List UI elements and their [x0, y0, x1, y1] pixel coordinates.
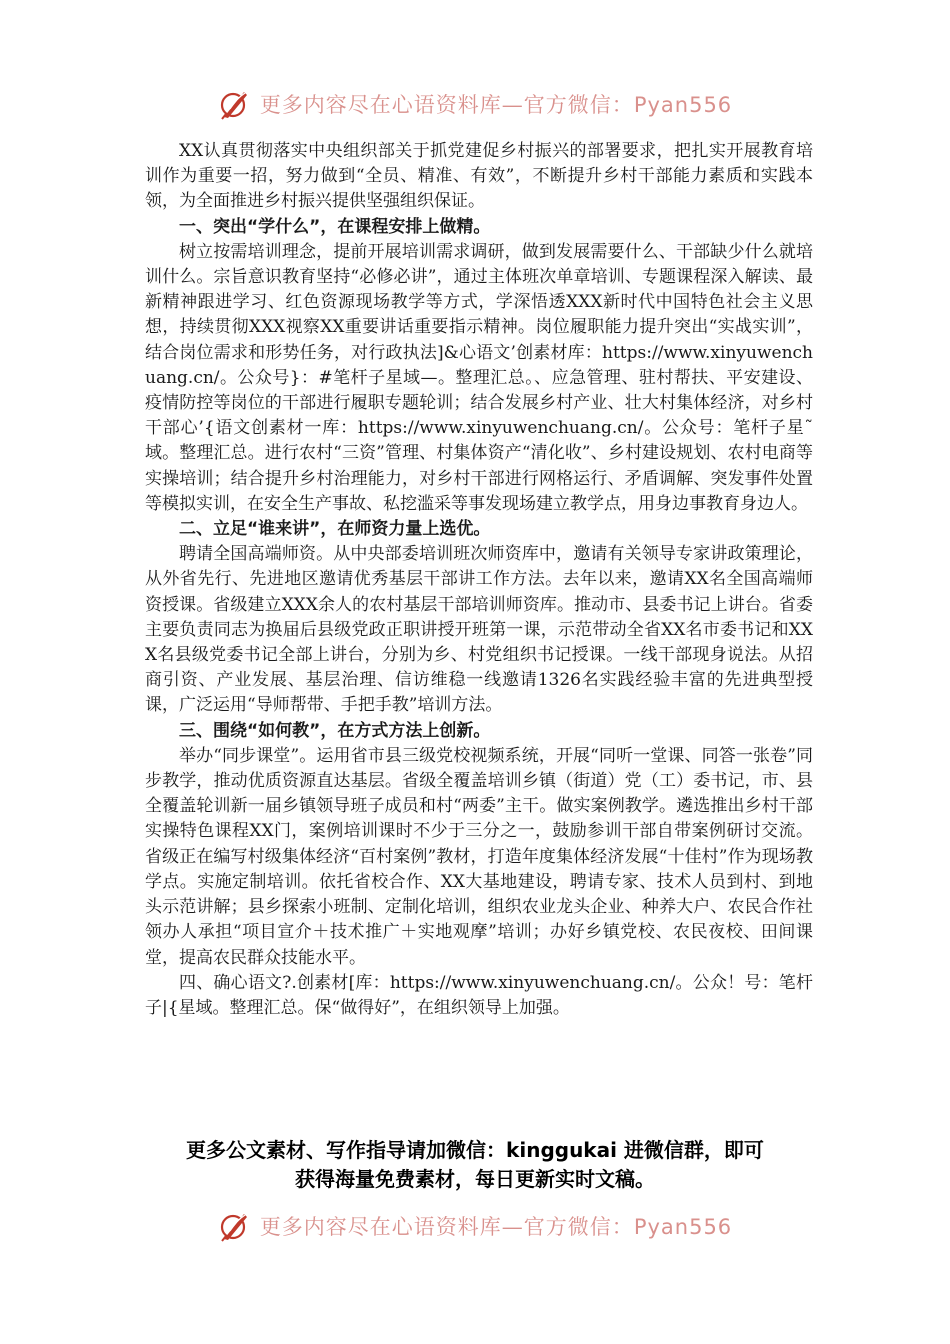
promo-notice	[100, 1136, 850, 1194]
banner-wechat-id: Pyan556	[633, 93, 733, 117]
paragraph-section-3: 举办“同步课堂”。运用省市县三级党校视频系统，开展“同听一堂课、同答一张卷”同步教学，推动优质资源直达基层。省级全覆盖培训乡镇（街道）党（工）委书记，市、县全覆盖轮训新一届乡镇领导班子成员和村“两委”主干。做实案例教学。遴选推出乡村干部实操特色课程XX门，案例培训课时不少于三分之一，鼓励参训干部自带案例研讨交流。省级正在编写村级集体经济“百村案例”教材，打造年度集体经济发展“十佳村”作为现场教学点。实施定制培训。依托省校合作、XX大基地建设，聘请专家、技术人员到村、到地头示范讲解；县乡探索小班制、定制化培训，组织农业龙头企业、种养大户、农民合作社领办人承担“项目宣介＋技术推广＋实地观摩”培训；办好乡镇党校、农民夜校、田间课堂，提高农民群众技能水平。	[145, 745, 813, 968]
paragraph-section-2: 聘请全国高端师资。从中央部委培训班次师资库中，邀请有关领导专家讲政策理论，从外省先行、先进地区邀请优秀基层干部讲工作方法。去年以来，邀请XX名全国高端师资授课。省级建立XXX余人的农村基层干部培训师资库。推动市、县委书记上讲台。省委主要负责同志为换届后县级党政正职讲授开班第一课，示范带动全省XX名市委书记和XXX名县级党委书记全部上讲台，分别为乡、村党组织书记授课。一线干部现身说法。从招商引资、产业发展、基层治理、信访维稳一线邀请1326名实践经验丰富的先进典型授课，广泛运用“导师帮带、手把手教”培训方法。	[145, 544, 813, 716]
paragraph-section-1: 树立按需培训理念，提前开展培训需求调研，做到发展需要什么、干部缺少什么就培训什么。宗旨意识教育坚持“必修必讲”，通过主体班次单章培训、专题课程深入解读、最新精神跟进学习、红色资源现场教学等方式，学深悟透XXX新时代中国特色社会主义思想，持续贯彻XXX视察XX重要讲话重要指示精神。岗位履职能力提升突出“实战实训”，结合岗位需求和形势任务，对行政执法]&心语文’创素材库：https://www.xinyuwenchuang.cn/。公众号}：#笔杆子星域—。整理汇总。、应急管理、驻村帮扶、平安建设、疫情防控等岗位的干部进行履职专题轮训；结合发展乡村产业、壮大村集体经济，对乡村干部心’{语文创素材一库：https://www.xinyuwenchuang.cn/。公众号：笔杆子星˜域。整理汇总。进行农村“三资”管理、村集体资产“清化收”、乡村建设规划、农村电商等实操培训；结合提升乡村治理能力，对乡村干部进行网格运行、矛盾调解、突发事件处置等模拟实训，在安全生产事故、私挖滥采等事发现场建立教学点，用身边事教育身边人。	[145, 241, 813, 514]
section-heading-1: 一、突出“学什么”，在课程安排上做精。	[179, 216, 491, 237]
pen-feather-logo-icon	[218, 87, 252, 121]
banner-label: 更多内容尽在心语资料库—官方微信：	[259, 1215, 634, 1239]
promo-line-1: 更多公文素材、写作指导请加微信：kinggukai 进微信群，即可	[186, 1138, 764, 1162]
promo-line-2: 获得海量免费素材，每日更新实时文稿。	[295, 1167, 655, 1191]
banner-text	[260, 89, 732, 119]
paragraph-intro: XX认真贯彻落实中央组织部关于抓党建促乡村振兴的部署要求，把扎实开展教育培训作为重要一招，努力做到“全员、精准、有效”，不断提升乡村干部能力素质和实践本领，为全面推进乡村振兴提供坚强组织保证。	[145, 141, 813, 212]
article-body	[145, 139, 813, 1021]
banner-label: 更多内容尽在心语资料库—官方微信：	[259, 93, 634, 117]
header-banner	[0, 84, 950, 124]
banner-text	[260, 1211, 732, 1241]
section-heading-3: 三、围绕“如何教”，在方式方法上创新。	[179, 720, 491, 741]
section-heading-2: 二、立足“谁来讲”，在师资力量上选优。	[179, 519, 491, 540]
pen-feather-logo-icon	[218, 1209, 252, 1243]
banner-wechat-id: Pyan556	[633, 1215, 733, 1239]
paragraph-section-4: 四、确心语文?.创素材[库：https://www.xinyuwenchuang.cn/。公众！号：笔杆子|{星域。整理汇总。保“做得好”，在组织领导上加强。	[145, 972, 813, 1018]
footer-banner	[0, 1206, 950, 1246]
